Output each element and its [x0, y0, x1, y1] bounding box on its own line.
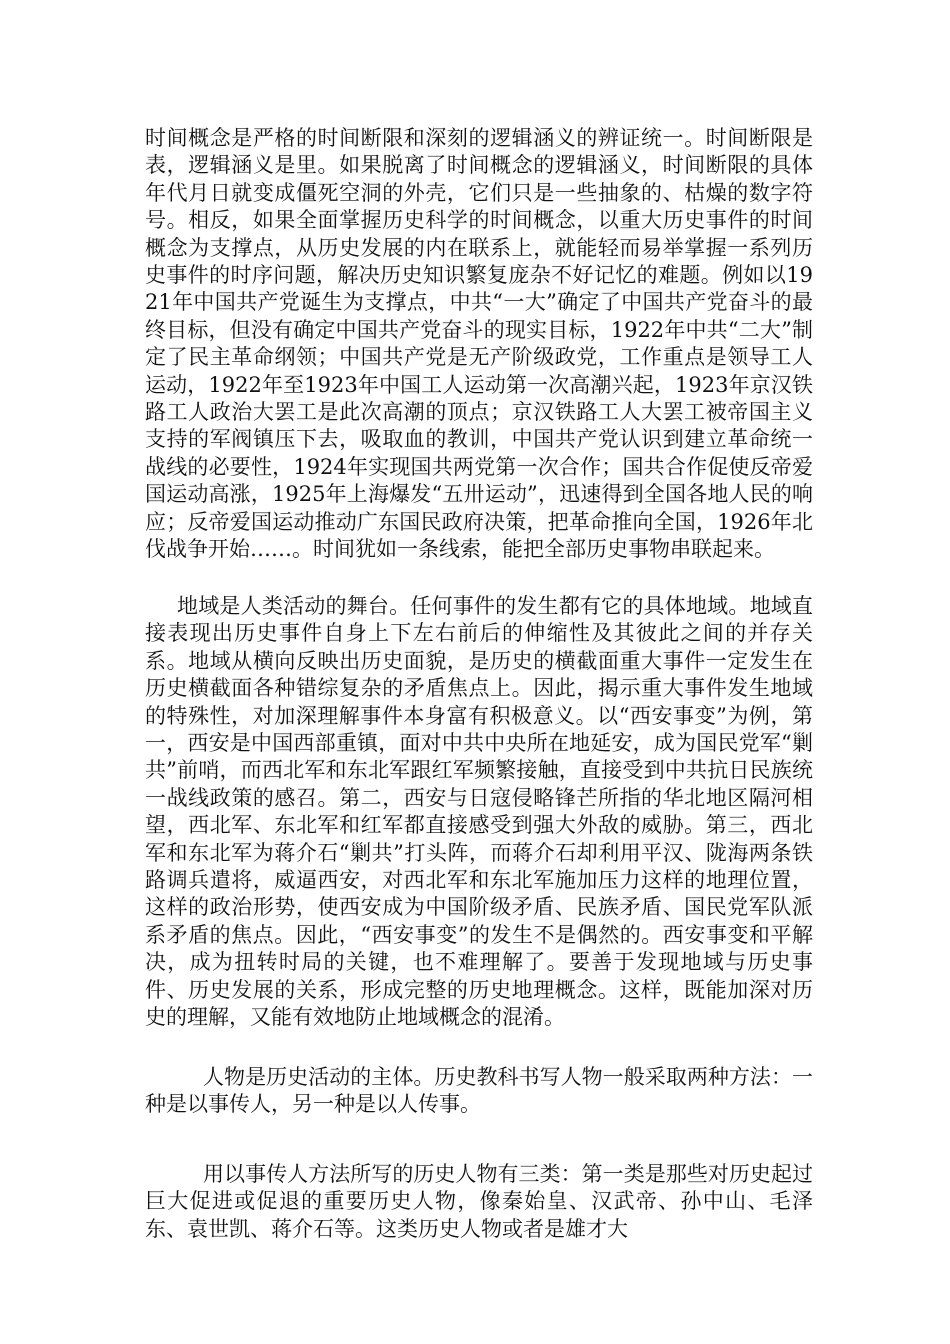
paragraph-time-concept: 时间概念是严格的时间断限和深刻的逻辑涵义的辨证统一。时间断限是表，逻辑涵义是里。如果脱离了时间概念的逻辑涵义，时间断限的具体年代月日就变成僵死空洞的外壳，它们只是一些抽象的、枯燥的数字符号。相反，如果全面掌握历史科学的时间概念，以重大历史事件的时间概念为支撑点，从历史发展的内在联系上，就能轻而易举掌握一系列历史事件的时序问题，解决历史知识繁复庞杂不好记忆的难题。例如以1921年中国共产党诞生为支撑点，中共“一大”确定了中国共产党奋斗的最终目标，但没有确定中国共产党奋斗的现实目标，1922年中共“二大”制定了民主革命纲领；中国共产党是无产阶级政党，工作重点是领导工人运动，1922年至1923年中国工人运动第一次高潮兴起，1923年京汉铁路工人政治大罢工是此次高潮的顶点；京汉铁路工人大罢工被帝国主义支持的军阀镇压下去，吸取血的教训，中国共产党认识到建立革命统一战线的必要性，1924年实现国共两党第一次合作；国共合作促使反帝爱国运动高涨，1925年上海爆发“五卅运动”，迅速得到全国各地人民的响应；反帝爱国运动推动广东国民政府决策，把革命推向全国，1926年北伐战争开始……。时间犹如一条线索，能把全部历史事物串联起来。: [145, 126, 813, 562]
paragraph-historical-figures: 人物是历史活动的主体。历史教科书写人物一般采取两种方法：一种是以事传人，另一种是以人传事。: [145, 1065, 813, 1117]
paragraph-figure-types: 用以事传人方法所写的历史人物有三类：第一类是那些对历史起过巨大促进或促退的重要历史人物，像秦始皇、汉武帝、孙中山、毛泽东、袁世凯、蒋介石等。这类历史人物或者是雄才大: [145, 1162, 813, 1241]
paragraph-region-concept: 地域是人类活动的舞台。任何事件的发生都有它的具体地域。地域直接表现出历史事件自身上下左右前后的伸缩性及其彼此之间的并存关系。地域从横向反映出历史面貌，是历史的横截面重大事件一定发生在历史横截面各种错综复杂的矛盾焦点上。因此，揭示重大事件发生地域的特殊性，对加深理解事件本身富有积极意义。以“西安事变”为例，第一，西安是中国西部重镇，面对中共中央所在地延安，成为国民党军“剿共”前哨，而西北军和东北军跟红军频繁接触，直接受到中共抗日民族统一战线政策的感召。第二，西安与日寇侵略锋芒所指的华北地区隔河相望，西北军、东北军和红军都直接感受到强大外敌的威胁。第三，西北军和东北军为蒋介石“剿共”打头阵，而蒋介石却利用平汉、陇海两条铁路调兵遣将，威逼西安，对西北军和东北军施加压力这样的地理位置，这样的政治形势，使西安成为中国阶级矛盾、民族矛盾、国民党军队派系矛盾的焦点。因此，“西安事变”的发生不是偶然的。西安事变和平解决，成为扭转时局的关键，也不难理解了。要善于发现地域与历史事件、历史发展的关系，形成完整的历史地理概念。这样，既能加深对历史的理解，又能有效地防止地域概念的混淆。: [145, 594, 813, 1030]
